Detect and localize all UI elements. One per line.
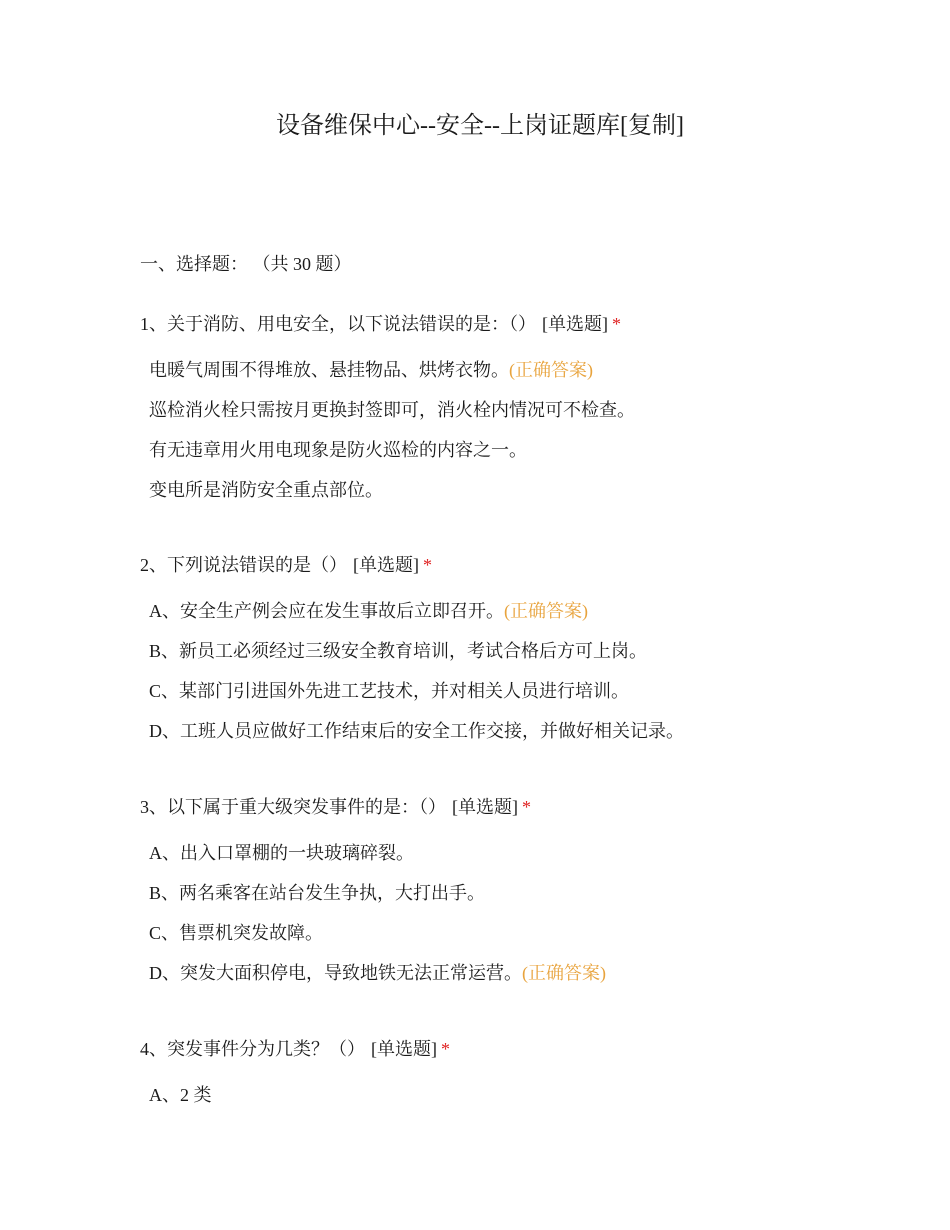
option[interactable] (149, 639, 900, 679)
correct-answer-tag: (正确答案) (509, 360, 593, 380)
question-text: 1、关于消防、用电安全，以下说法错误的是：（） (140, 314, 536, 334)
option[interactable] (149, 961, 900, 1001)
option-text: 变电所是消防安全重点部位。 (149, 480, 383, 500)
correct-answer-tag: (正确答案) (522, 963, 606, 983)
required-mark: * (441, 1039, 450, 1059)
option-text: D、工班人员应做好工作结束后的安全工作交接，并做好相关记录。 (149, 721, 684, 741)
question-stem (140, 553, 900, 577)
question-4 (140, 1037, 900, 1123)
question-type: [单选题] (452, 797, 518, 817)
question-stem (140, 1037, 900, 1061)
question-text: 3、以下属于重大级突发事件的是：（） (140, 797, 446, 817)
page-title: 设备维保中心--安全--上岗证题库[复制] (276, 113, 684, 139)
option[interactable] (149, 478, 900, 518)
option[interactable] (149, 599, 900, 639)
option-text: 电暖气周围不得堆放、悬挂物品、烘烤衣物。 (149, 360, 509, 380)
option[interactable] (149, 921, 900, 961)
options-list (140, 599, 900, 759)
correct-answer-tag: (正确答案) (504, 601, 588, 621)
required-mark: * (612, 314, 621, 334)
question-1 (140, 312, 900, 518)
option-text: 有无违章用火用电现象是防火巡检的内容之一。 (149, 440, 527, 460)
options-list (140, 1083, 900, 1123)
option-text: A、2 类 (149, 1085, 212, 1105)
section-heading: 一、选择题： （共 30 题） (140, 254, 352, 274)
question-stem (140, 312, 900, 336)
question-type: [单选题] (353, 555, 419, 575)
required-mark: * (423, 555, 432, 575)
option[interactable] (149, 358, 900, 398)
option[interactable] (149, 719, 900, 759)
question-type: [单选题] (542, 314, 608, 334)
option[interactable] (149, 438, 900, 478)
option[interactable] (149, 679, 900, 719)
option-text: C、售票机突发故障。 (149, 923, 324, 943)
option-text: D、突发大面积停电，导致地铁无法正常运营。 (149, 963, 522, 983)
option[interactable] (149, 881, 900, 921)
option[interactable] (149, 1083, 900, 1123)
required-mark: * (522, 797, 531, 817)
option-text: A、安全生产例会应在发生事故后立即召开。 (149, 601, 504, 621)
question-text: 4、突发事件分为几类？（） (140, 1039, 365, 1059)
question-type: [单选题] (371, 1039, 437, 1059)
option-text: A、出入口罩棚的一块玻璃碎裂。 (149, 843, 414, 863)
option-text: 巡检消火栓只需按月更换封签即可，消火栓内情况可不检查。 (149, 400, 635, 420)
options-list (140, 841, 900, 1001)
question-text: 2、下列说法错误的是（） (140, 555, 347, 575)
option-text: C、某部门引进国外先进工艺技术，并对相关人员进行培训。 (149, 681, 630, 701)
option-text: B、新员工必须经过三级安全教育培训，考试合格后方可上岗。 (149, 641, 648, 661)
question-2 (140, 553, 900, 759)
question-3 (140, 795, 900, 1001)
question-stem (140, 795, 900, 819)
option[interactable] (149, 841, 900, 881)
option[interactable] (149, 398, 900, 438)
options-list (140, 358, 900, 518)
option-text: B、两名乘客在站台发生争执，大打出手。 (149, 883, 486, 903)
